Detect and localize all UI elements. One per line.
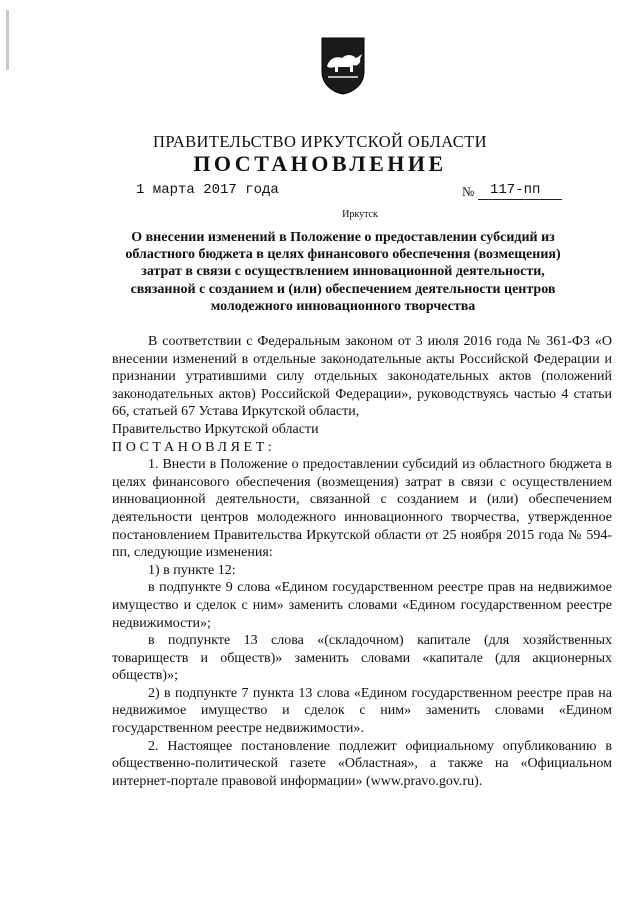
item-2-paragraph: 2. Настоящее постановление подлежит официальному опубликованию в общественно-политической газете «Областная», а также на «Официальном интернет-портале правовой информации» (www.pravo.gov.ru). — [112, 738, 612, 789]
document-date: 1 марта 2017 года — [136, 182, 279, 198]
item-1-1a-paragraph: в подпункте 9 слова «Едином государственном реестре прав на недвижимое имущество и сделок с ним» заменить словами «Едином государственном реестре недвижимости»; — [112, 580, 612, 631]
document-title — [108, 229, 578, 315]
decree-word: ПОСТАНОВЛЯЕТ: — [112, 439, 276, 455]
preamble-last-line: Правительство Иркутской области — [112, 421, 319, 437]
document-number: 117-пп — [490, 182, 541, 198]
title-line: молодежного инновационного творчества — [210, 298, 476, 314]
government-name: ПРАВИТЕЛЬСТВО ИРКУТСКОЙ ОБЛАСТИ — [153, 132, 487, 151]
item-1-1-paragraph: 1) в пункте 12: — [148, 562, 236, 578]
item-1-1b-paragraph: в подпункте 13 слова «(складочном) капитале (для хозяйственных товариществ и обществ)» заменить словами «капитале (для акционерных обществ)»; — [112, 633, 612, 684]
coat-of-arms-icon — [318, 36, 368, 96]
title-line: связанной с созданием и (или) обеспечением деятельности центров — [130, 281, 556, 297]
item-1-paragraph: 1. Внести в Положение о предоставлении субсидий из областного бюджета в целях финансового обеспечения (возмещения) затрат в связи с осуществлением инновационной деятельности, связанной с созданием и (или) обеспечением деятельности центров молодежного инновационного творчества, утвержденное постановлением Правительства Иркутской области от 25 ноября 2015 года № 594-пп, следующие изменения: — [112, 457, 612, 561]
title-line: затрат в связи с осуществлением инновационной деятельности, — [141, 264, 545, 280]
preamble-paragraph: В соответствии с Федеральным законом от 3 июля 2016 года № 361-ФЗ «О внесении изменений в отдельные законодательные акты Российской Федерации и признании утратившими силу отдельных законодательных актов (положений законодательных актов) Российской Федерации», руководствуясь частью 4 статьи 66, статьей 67 Устава Иркутской области, — [112, 334, 612, 420]
title-line: О внесении изменений в Положение о предоставлении субсидий из — [131, 230, 555, 245]
city-name: Иркутск — [342, 209, 378, 220]
number-underline — [478, 199, 562, 200]
title-line: областного бюджета в целях финансового обеспечения (возмещения) — [125, 247, 561, 263]
number-sign: № — [462, 184, 475, 199]
item-1-2-paragraph: 2) в подпункте 7 пункта 13 слова «Едином государственном реестре прав на недвижимое имущество и сделок с ним» заменить словами «Едином государственном реестре недвижимости». — [112, 685, 612, 737]
document-body — [112, 333, 612, 790]
document-type: ПОСТАНОВЛЕНИЕ — [193, 151, 447, 176]
